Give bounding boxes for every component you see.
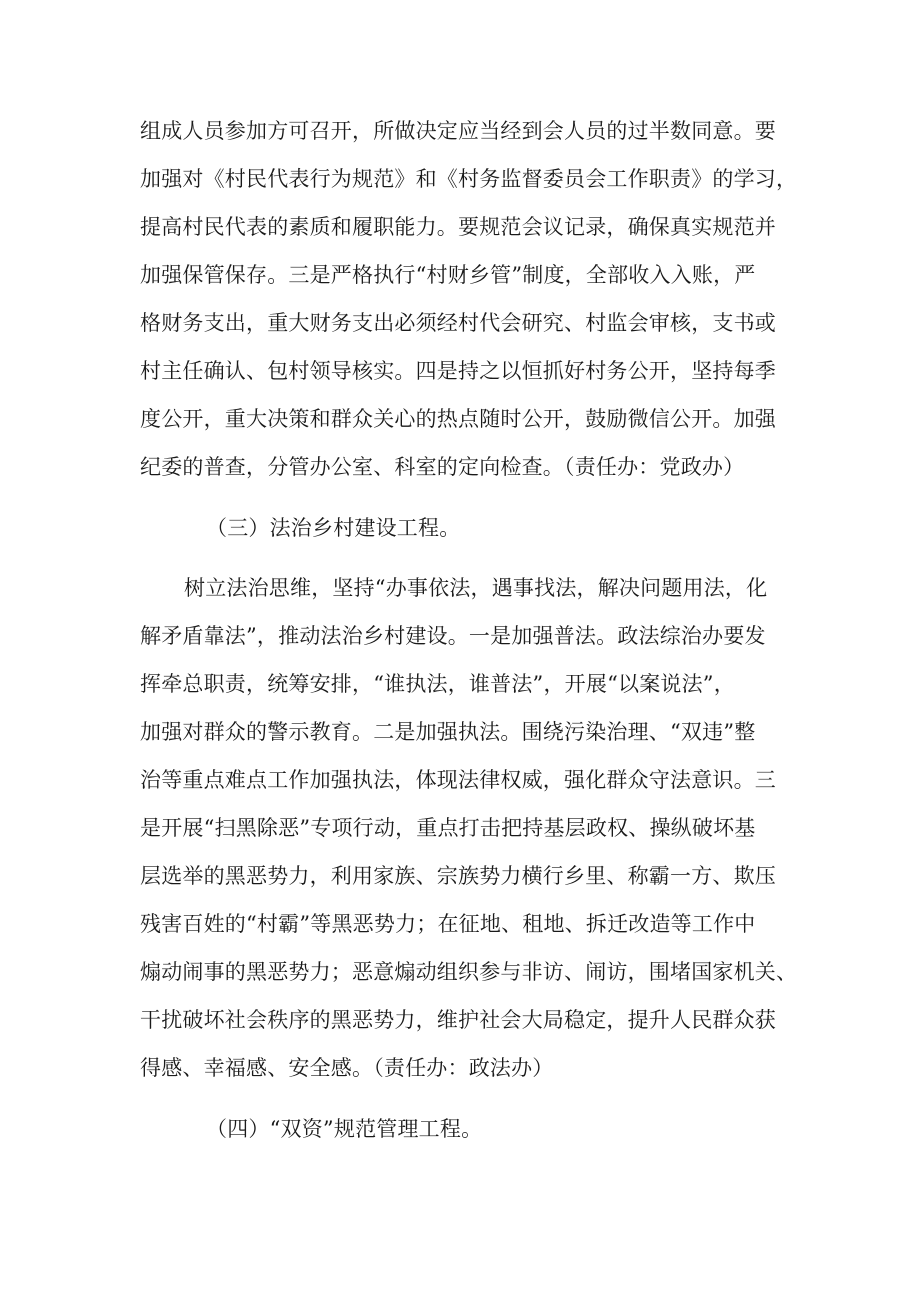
paragraph-line: 层选举的黑恶势力，利用家族、宗族势力横行乡里、称霸一方、欺压 xyxy=(140,864,776,888)
paragraph-line: 树立法治思维，坚持“办事依法，遇事找法，解决问题用法，化 xyxy=(184,576,768,600)
paragraph-line: 残害百姓的“村霸”等黑恶势力；在征地、租地、拆迁改造等工作中 xyxy=(140,912,756,936)
paragraph-line: 是开展“扫黑除恶”专项行动，重点打击把持基层政权、操纵破坏基 xyxy=(140,816,756,840)
paragraph-line: 格财务支出，重大财务支出必须经村代会研究、村监会审核，支书或 xyxy=(140,311,776,335)
paragraph-line: 加强对《村民代表行为规范》和《村务监督委员会工作职责》的学习， xyxy=(140,167,798,191)
paragraph-line: 干扰破坏社会秩序的黑恶势力，维护社会大局稳定，提升人民群众获 xyxy=(140,1008,776,1032)
paragraph-line: 纪委的普查，分管办公室、科室的定向检查。（责任办：党政办） xyxy=(140,455,745,479)
paragraph-line: 煽动闹事的黑恶势力；恶意煽动组织参与非访、闹访，围堵国家机关、 xyxy=(140,960,798,984)
section-heading: （四）“双资”规范管理工程。 xyxy=(206,1117,483,1141)
paragraph-line: 加强保管保存。三是严格执行“村财乡管”制度，全部收入入账，严 xyxy=(140,263,756,287)
paragraph-line: 组成人员参加方可召开，所做决定应当经到会人员的过半数同意。要 xyxy=(140,119,776,143)
paragraph-line: 村主任确认、包村领导核实。四是持之以恒抓好村务公开，坚持每季 xyxy=(140,359,776,383)
paragraph-line: 加强对群众的警示教育。二是加强执法。围绕污染治理、“双违”整 xyxy=(140,720,756,744)
paragraph-line: 挥牵总职责，统筹安排，“谁执法，谁普法”，开展“以案说法”， xyxy=(140,672,735,696)
paragraph-line: 解矛盾靠法”，推动法治乡村建设。一是加强普法。政法综治办要发 xyxy=(140,624,766,648)
paragraph-line: 提高村民代表的素质和履职能力。要规范会议记录，确保真实规范并 xyxy=(140,215,776,239)
paragraph-line: 治等重点难点工作加强执法，体现法律权威，强化群众守法意识。三 xyxy=(140,768,776,792)
paragraph-line: 得感、幸福感、安全感。（责任办：政法办） xyxy=(140,1056,554,1080)
section-heading: （三）法治乡村建设工程。 xyxy=(206,516,461,540)
paragraph-line: 度公开，重大决策和群众关心的热点随时公开，鼓励微信公开。加强 xyxy=(140,407,776,431)
